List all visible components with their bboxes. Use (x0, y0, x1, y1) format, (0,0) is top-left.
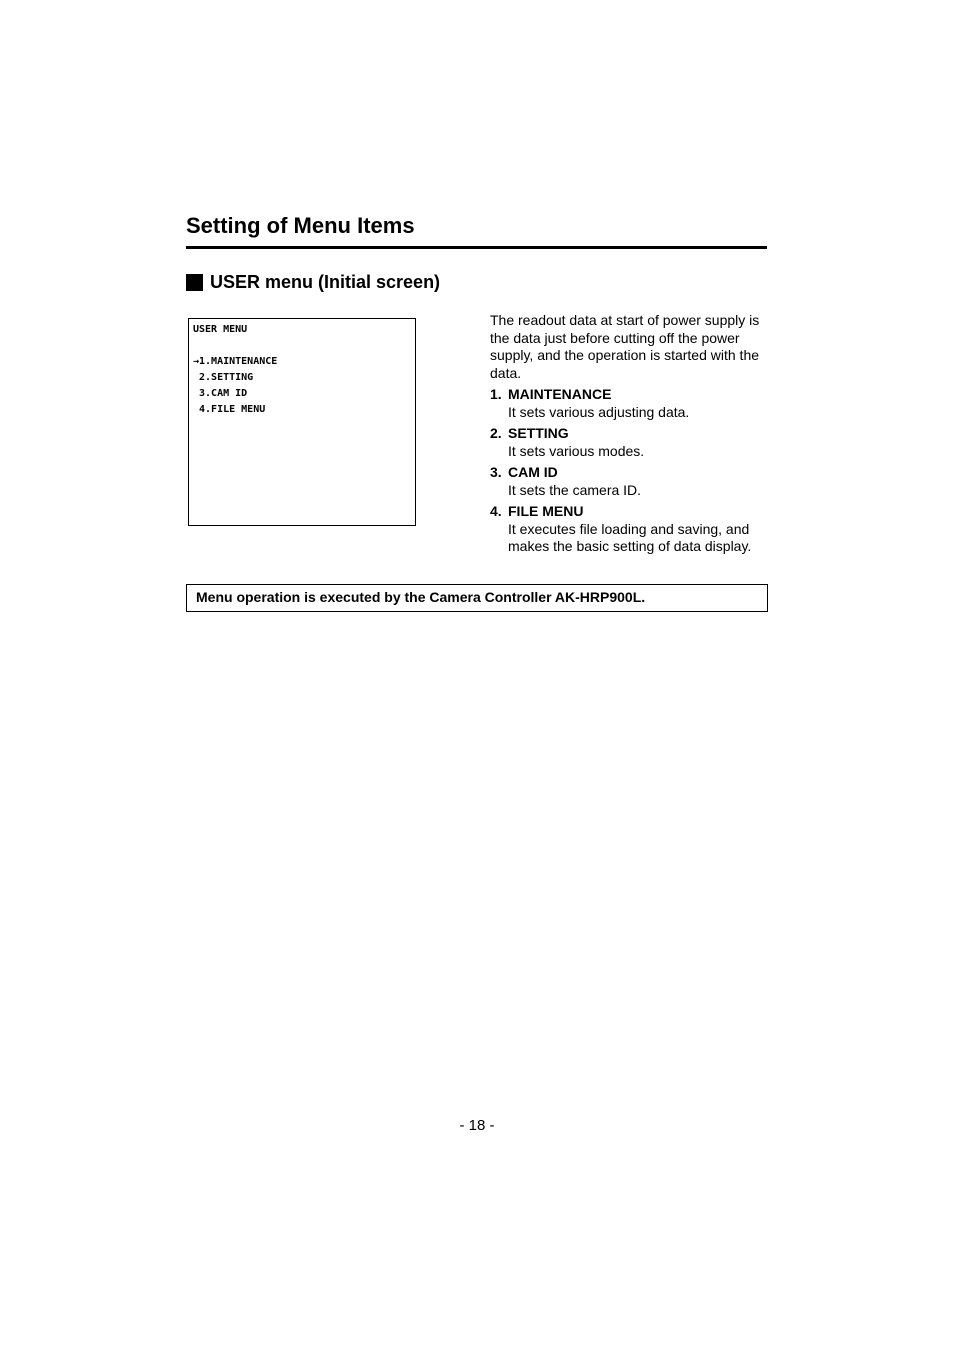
item-text: It executes file loading and saving, and makes the basic setting of data display. (508, 520, 752, 554)
menu-screen-title: USER MENU (193, 324, 248, 335)
menu-screen-item-maintenance: →1.MAINTENANCE (193, 356, 278, 367)
item-number: 2. (490, 425, 502, 441)
user-menu-screen (188, 318, 416, 526)
item-name: CAM ID (508, 464, 558, 480)
item-text: It sets various adjusting data. (508, 403, 690, 420)
item-name: FILE MENU (508, 503, 584, 519)
description-intro: The readout data at start of power supply is the data just before cutting off the power supply, and the operation is started with the data. (490, 312, 760, 381)
item-text: It sets the camera ID. (508, 481, 642, 498)
item-number: 1. (490, 386, 502, 402)
description-item (490, 386, 770, 421)
square-bullet-icon (186, 274, 203, 291)
description-item (490, 464, 770, 499)
description-column (490, 312, 770, 556)
title-divider (186, 246, 767, 249)
page-number: - 18 - (459, 1117, 495, 1134)
menu-screen-item-cam-id: 3.CAM ID (193, 388, 248, 399)
section-heading-text: USER menu (Initial screen) (210, 272, 441, 292)
description-item (490, 425, 770, 460)
item-text: It sets various modes. (508, 442, 645, 459)
section-heading (186, 272, 440, 293)
menu-screen-item-setting: 2.SETTING (193, 372, 254, 383)
page-title: Setting of Menu Items (186, 213, 415, 238)
description-item (490, 503, 770, 556)
item-name: SETTING (508, 425, 569, 441)
item-name: MAINTENANCE (508, 386, 612, 402)
note-box: Menu operation is executed by the Camera Controller AK-HRP900L. (186, 584, 768, 612)
item-number: 3. (490, 464, 502, 480)
menu-screen-item-file-menu: 4.FILE MENU (193, 404, 266, 415)
item-number: 4. (490, 503, 502, 519)
